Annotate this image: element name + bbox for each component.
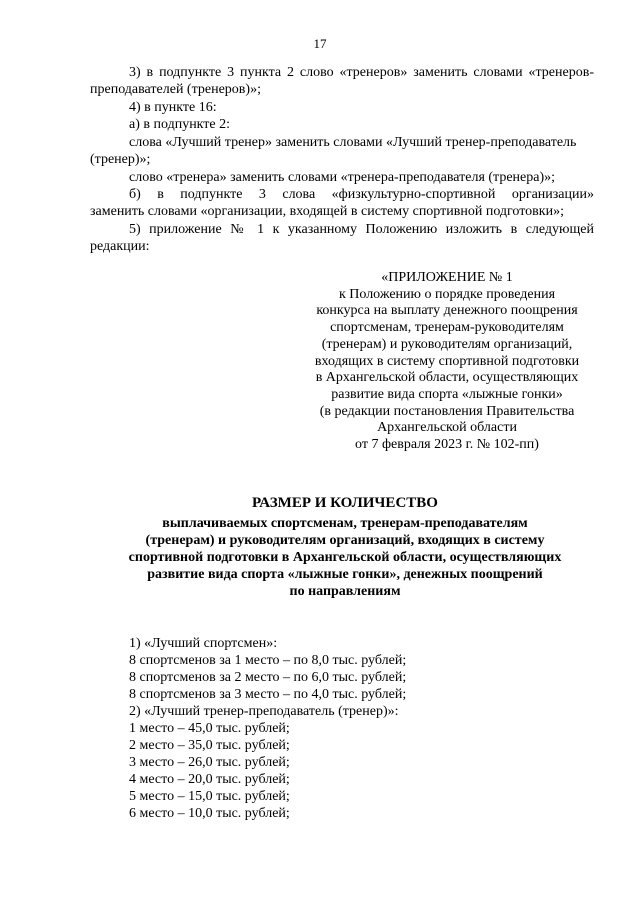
award-line: 8 спортсменов за 3 место – по 4,0 тыс. рублей; [129,687,407,702]
heading-sub-line: спортивной подготовки в Архангельской области, осуществляющих [128,550,562,565]
amendment-line: редакции: [90,239,150,254]
heading-sub-line: выплачиваемых спортсменам, тренерам-преподавателям [162,516,528,531]
award-line: 1) «Лучший спортсмен»: [129,636,278,651]
award-line: 4 место – 20,0 тыс. рублей; [129,772,290,787]
document-heading [100,495,590,512]
appendix-line: (тренерам) и руководителям организаций, [321,336,573,352]
award-line: 6 место – 10,0 тыс. рублей; [129,806,290,821]
amendment-line: заменить словами «организации, входящей в систему спортивной подготовки»; [90,204,564,219]
appendix-line: (в редакции постановления Правительства [319,403,575,419]
appendix-line: Архангельской области [377,420,517,436]
amendment-line: 3) в подпункте 3 пункта 2 слово «тренеров» заменить словами «тренеров- [129,65,594,80]
appendix-line: входящих в систему спортивной подготовки [314,353,580,369]
appendix-line: «ПРИЛОЖЕНИЕ № 1 [381,270,513,285]
award-line: 1 место – 45,0 тыс. рублей; [129,721,290,736]
amendment-line: а) в подпункте 2: [129,117,231,132]
heading-sub-line: развитие вида спорта «лыжные гонки», денежных поощрений [147,567,543,582]
appendix-line: от 7 февраля 2023 г. № 102-пп) [355,437,539,453]
amendment-line: 5) приложение № 1 к указанному Положению изложить в следующей [129,222,594,237]
amendment-line: преподавателей (тренеров)»; [90,82,261,97]
heading-sub-line: по направлениям [289,584,401,599]
award-line: 5 место – 15,0 тыс. рублей; [129,789,290,804]
page-number: 17 [313,36,327,51]
amendment-line: (тренер)»; [90,152,151,167]
heading-subtitle [100,515,590,600]
heading-sub-line: (тренерам) и руководителям организаций, входящих в систему [145,533,545,548]
award-line: 8 спортсменов за 1 место – по 8,0 тыс. рублей; [129,653,407,668]
award-line: 3 место – 26,0 тыс. рублей; [129,755,290,770]
amendment-line: б) в подпункте 3 слова «физкультурно-спортивной организации» [129,187,594,202]
appendix-line: конкурса на выплату денежного поощрения [316,303,578,319]
appendix-line: к Положению о порядке проведения [338,286,556,302]
amendment-line: слово «тренера» заменить словами «тренера-преподавателя (тренера)»; [129,170,556,185]
amendment-line: 4) в пункте 16: [129,100,217,115]
award-line: 2) «Лучший тренер-преподаватель (тренер)»: [129,704,399,719]
amendment-line: слова «Лучший тренер» заменить словами «Лучший тренер-преподаватель [129,135,577,150]
appendix-header [282,270,612,454]
award-line: 8 спортсменов за 2 место – по 6,0 тыс. рублей; [129,670,407,685]
appendix-line: в Архангельской области, осуществляющих [315,370,579,386]
appendix-line: спортсменам, тренерам-руководителям [330,320,564,336]
award-line: 2 место – 35,0 тыс. рублей; [129,738,290,753]
heading-title: РАЗМЕР И КОЛИЧЕСТВО [252,495,438,511]
appendix-line: развитие вида спорта «лыжные гонки» [331,386,563,402]
